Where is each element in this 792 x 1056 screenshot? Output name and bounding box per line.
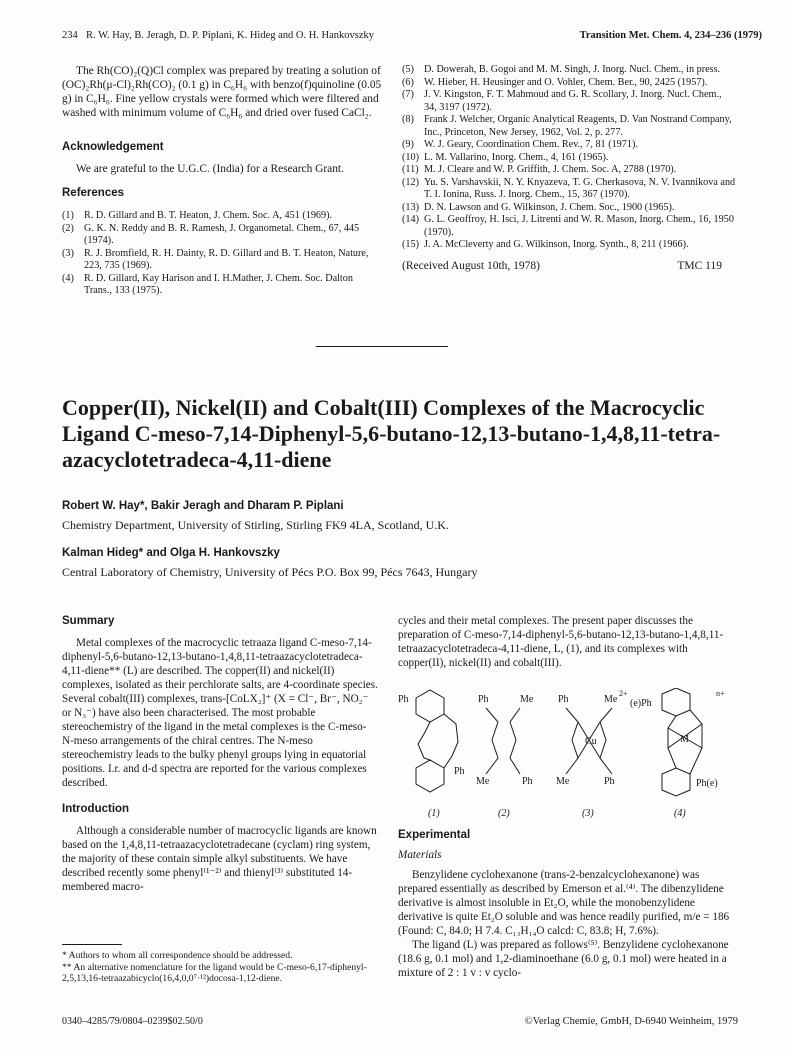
- structure-4-center-metal: M: [680, 734, 689, 745]
- reference-item: (13) D. N. Lawson and G. Wilkinson, J. Chem. Soc., 1900 (1965).: [402, 201, 675, 213]
- section-divider: [316, 346, 448, 347]
- structure-1-label: (1): [428, 808, 440, 819]
- journal-citation: Transition Met. Chem. 4, 234–236 (1979): [579, 30, 762, 41]
- authors-pecs: Kalman Hideg* and Olga H. Hankovszky: [62, 547, 280, 559]
- structure-4-top-left: (e)Ph: [630, 698, 652, 709]
- prev-article-left: [62, 64, 382, 298]
- page-number: 234: [62, 30, 78, 41]
- structure-3-charge: 2+: [619, 689, 628, 698]
- structure-4-bottom-right: Ph(e): [696, 778, 718, 789]
- reference-item: (2) G. K. N. Reddy and B. R. Ramesh, J. Organometal. Chem., 67, 445 (1974).: [62, 222, 360, 246]
- reference-item: (5) D. Dowerah, B. Gogoi and M. M. Singh, J. Inorg. Nucl. Chem., in press.: [402, 64, 721, 75]
- experimental-heading: Experimental: [398, 829, 471, 841]
- structure-3-center-metal: Cu: [585, 736, 597, 747]
- received-date: (Received August 10th, 1978): [402, 259, 540, 272]
- materials-heading: Materials: [398, 849, 442, 861]
- structure-2-top-left: Ph: [478, 694, 489, 705]
- structure-2-bottom-right: Ph: [522, 776, 533, 787]
- authors-stirling: Robert W. Hay*, Bakir Jeragh and Dharam P. Piplani: [62, 500, 344, 512]
- ack-heading: Acknowledgement: [62, 141, 164, 153]
- structure-1: [416, 690, 458, 792]
- introduction-heading: Introduction: [62, 803, 130, 815]
- structure-2: [486, 708, 520, 774]
- structure-3-label: (3): [582, 808, 594, 819]
- reference-item: (6) W. Hieber, H. Heusinger and O. Vohler, Chem. Ber., 90, 2425 (1957).: [402, 76, 708, 88]
- prev-article-right: [402, 64, 736, 272]
- footnotes: [62, 950, 378, 985]
- materials-paragraph-1: Benzylidene cyclohexanone (trans-2-benzalcyclohexanone) was prepared essentially as described by Emerson et al.⁽⁴⁾. The dibenzylidene derivative is almost insoluble in Et₂O, while the monobenzylidene derivative is quite Et₂O soluble and was hence readily purified, m/e = 186 (Found: C, 84.0; H 7.4. C₁₃H₁₄O calcd: C, 83.8; H, 7.6%).: [398, 869, 730, 937]
- structure-4-label: (4): [674, 808, 686, 819]
- structures-figure: [392, 688, 742, 824]
- received-line: [402, 260, 736, 273]
- reference-item: (1) R. D. Gillard and B. T. Heaton, J. Chem. Soc. A, 451 (1969).: [62, 210, 333, 221]
- footnote-corresponding: * Authors to whom all correspondence should be addressed.: [62, 950, 293, 961]
- article-code: TMC 119: [677, 259, 722, 272]
- refs-left-list: [62, 210, 382, 298]
- experimental-section: [398, 828, 738, 980]
- structure-1-bottom-right: Ph: [454, 766, 465, 777]
- reference-item: (11) M. J. Cleare and W. P. Griffith, J. Chem. Soc. A, 2788 (1970).: [402, 164, 677, 175]
- reference-item: (14) G. L. Geoffroy, H. Isci, J. Litrenti and W. R. Mason, Inorg. Chem., 16, 1950 (1970).: [402, 214, 734, 238]
- prev-intro-paragraph: The Rh(CO)₂(Q)Cl complex was prepared by treating a solution of (OC)₂Rh(μ-Cl)₂Rh(CO)₂ (0.1 g) in C₆H₆ with benzo(f)quinoline (0.05 g) in C₆H₆. Fine yellow crystals were formed which were filtered and washed with minimum volume of C₆H₆ and dried over fused CaCl₂.: [62, 65, 382, 119]
- footer-issn-code: 0340–4285/79/0804–0239$02.50/0: [62, 1016, 203, 1027]
- introduction-continued: cycles and their metal complexes. The present paper discusses the preparation of C-meso-7,14-diphenyl-5,6-butano-12,13-butano-1,4,8,11-tetraazacyclotetradeca-4,11-diene, L, (1), and its complexes with copper(II), nickel(II) and cobalt(III).: [398, 615, 724, 669]
- structure-1-top-left: Ph: [398, 694, 409, 705]
- footnote-nomenclature: ** An alternative nomenclature for the ligand would be C-meso-6,17-diphenyl-2,5,13,16-tetraazabicyclo(16,4,0,0⁷·¹²)docosa-1,12-diene.: [62, 961, 367, 984]
- authors-block: [62, 500, 742, 580]
- reference-item: (4) R. D. Gillard, Kay Harison and I. H.Mather, J. Chem. Soc. Dalton Trans., 133 (1975).: [62, 272, 353, 296]
- reference-item: (12) Yu. S. Varshavskii, N. Y. Knyazeva, T. G. Cherkasova, N. V. Ivannikova and T. I. Ionina, Russ. J. Inorg. Chem., 15, 367 (1970).: [402, 176, 736, 200]
- affiliation-stirling: Chemistry Department, University of Stirling, Stirling FK9 4LA, Scotland, U.K.: [62, 518, 449, 532]
- reference-item: (10) L. M. Vallarino, Inorg. Chem., 4, 161 (1965).: [402, 151, 609, 163]
- footnote-rule: [62, 944, 122, 945]
- structure-3-bottom-left: Me: [556, 776, 570, 787]
- reference-item: (3) R. J. Bromfield, R. H. Dainty, R. D. Gillard and B. T. Heaton, Nature, 223, 735 (1969).: [62, 247, 369, 271]
- structure-2-top-right: Me: [520, 694, 534, 705]
- structure-4-charge: n+: [716, 689, 725, 698]
- structure-2-bottom-left: Me: [476, 776, 490, 787]
- affiliation-pecs: Central Laboratory of Chemistry, University of Pécs P.O. Box 99, Pécs 7643, Hungary: [62, 565, 478, 579]
- footer-publisher: ©Verlag Chemie, GmbH, D-6940 Weinheim, 1979: [524, 1016, 738, 1027]
- materials-paragraph-2: The ligand (L) was prepared as follows⁽⁵⁾. Benzylidene cyclohexanone (18.6 g, 0.1 mol) and 1,2-diaminoethane (6.0 g, 0.1 mol) were heated in a mixture of 2 : 1 v : v cyclo-: [398, 939, 729, 979]
- structure-3-top-left: Ph: [558, 694, 569, 705]
- structure-3-top-right: Me: [604, 694, 618, 705]
- reference-item: (9) W. J. Geary, Coordination Chem. Rev., 7, 81 (1971).: [402, 139, 638, 150]
- article-left-column: [62, 614, 378, 894]
- article-title: Copper(II), Nickel(II) and Cobalt(III) Complexes of the Macrocyclic Ligand C-meso-7,14-Diphenyl-5,6-butano-12,13-butano-1,4,8,11-tetra-azacyclotetradeca-4,11-diene: [62, 395, 721, 472]
- refs-heading: References: [62, 187, 125, 199]
- article-right-column: [398, 614, 738, 670]
- header-authors: R. W. Hay, B. Jeragh, D. P. Piplani, K. Hideg and O. H. Hankovszky: [86, 30, 375, 41]
- reference-item: (15) J. A. McCleverty and G. Wilkinson, Inorg. Synth., 8, 211 (1966).: [402, 239, 689, 250]
- summary-heading: Summary: [62, 615, 115, 627]
- reference-item: (8) Frank J. Welcher, Organic Analytical Reagents, D. Van Nostrand Company, Inc., Princeton, New Jersey, 1962, Vol. 2, p. 277.: [402, 114, 732, 138]
- ack-text: We are grateful to the U.G.C. (India) for a Research Grant.: [76, 163, 344, 175]
- summary-text: Metal complexes of the macrocyclic tetraaza ligand C-meso-7,14-diphenyl-5,6-butano-12,13-butano-1,4,8,11-tetraazacyclotetradeca-4,11-diene** (L) are described. The copper(II) and nickel(II) complexes, isolated as their perchlorate salts, are 4-coordinate species. Several cobalt(III) complexes, trans-[CoLX₂]⁺ (X = Cl⁻, Br⁻, NO₂⁻ or N₃⁻) have also been characterised. The most probable stereochemistry of the ligand in the metal complexes is the C-meso-N-meso arrangements of the chiral centres. The N-meso stereochemistry leads to the bulky phenyl groups lying in equatorial positions. I.r. and d-d spectra are reported for the various complexes described.: [62, 637, 378, 789]
- reference-item: (7) J. V. Kingston, F. T. Mahmoud and G. R. Scollary, J. Inorg. Nucl. Chem., 34, 3197 (1972).: [402, 89, 722, 113]
- structure-3-bottom-right: Ph: [604, 776, 615, 787]
- structure-2-label: (2): [498, 808, 510, 819]
- introduction-text: Although a considerable number of macrocyclic ligands are known based on the 1,4,8,11-tetraazacyclotetradecane (cyclam) ring system, the majority of these contain simple alkyl substituents. We have described recently some phenyl⁽¹⁻²⁾ and thienyl⁽³⁾ substituted 14-membered macro-: [62, 825, 377, 893]
